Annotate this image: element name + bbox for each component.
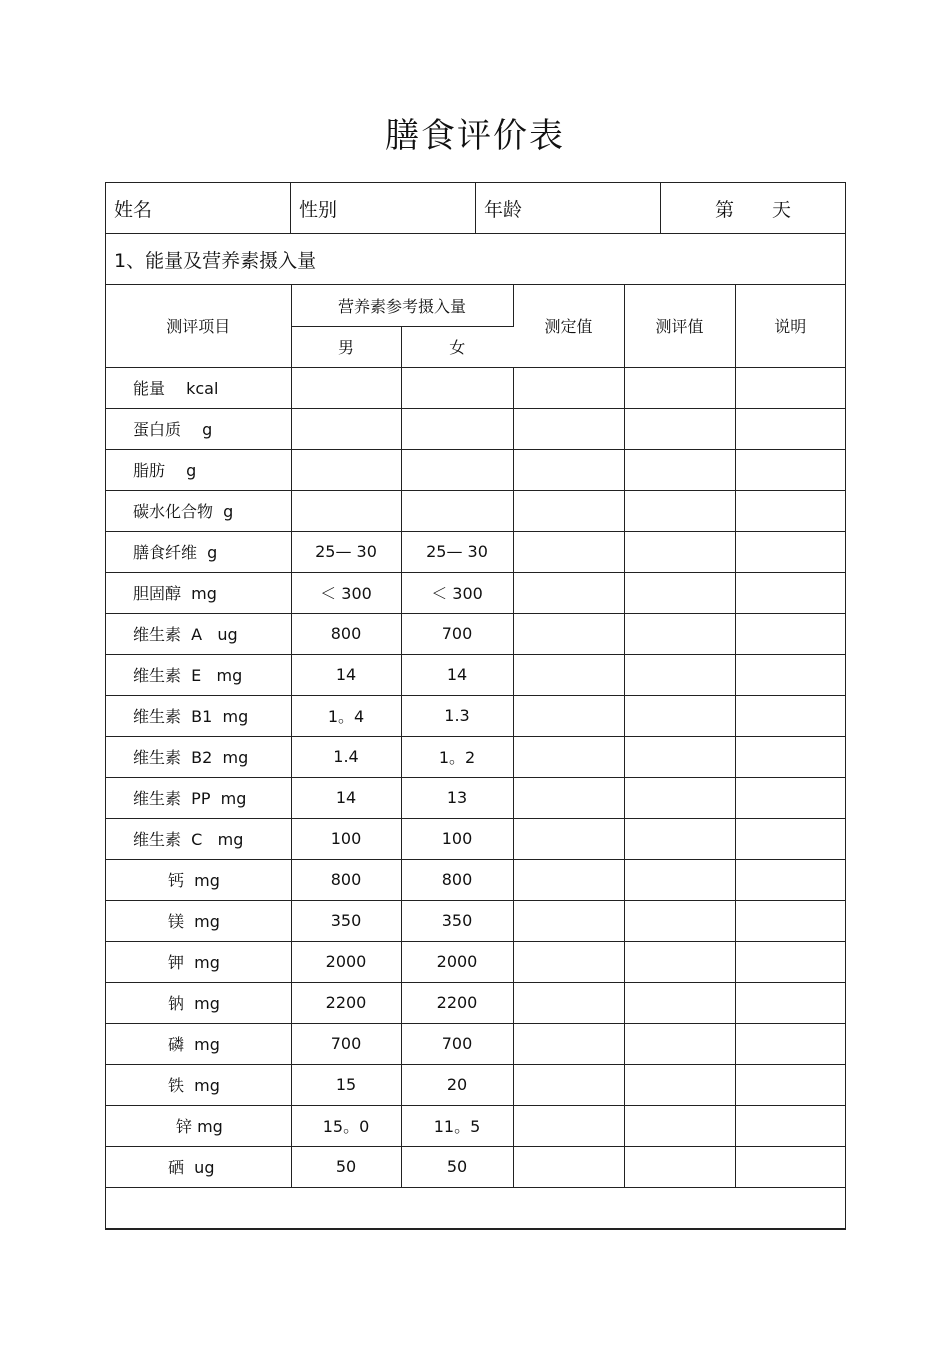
notes-cell[interactable] bbox=[735, 408, 845, 449]
female-value-cell: 50 bbox=[401, 1146, 513, 1187]
item-cell: 能量 kcal bbox=[106, 367, 291, 408]
male-value-cell: 700 bbox=[291, 1023, 401, 1064]
gender-field[interactable] bbox=[291, 183, 476, 233]
header-evaluation: 测评值 bbox=[624, 285, 735, 367]
table-row bbox=[106, 1146, 845, 1187]
table-row bbox=[106, 1023, 845, 1064]
item-cell: 脂肪 g bbox=[106, 449, 291, 490]
header-measured: 测定值 bbox=[513, 285, 624, 367]
male-value-cell: 14 bbox=[291, 654, 401, 695]
header-notes: 说明 bbox=[735, 285, 845, 367]
evaluation-value-cell[interactable] bbox=[624, 736, 735, 777]
table-row bbox=[106, 695, 845, 736]
measured-value-cell[interactable] bbox=[513, 818, 624, 859]
table-row bbox=[106, 1064, 845, 1105]
nutrient-table bbox=[106, 285, 845, 1229]
notes-cell[interactable] bbox=[735, 1105, 845, 1146]
male-value-cell bbox=[291, 490, 401, 531]
notes-cell[interactable] bbox=[735, 367, 845, 408]
female-value-cell: 350 bbox=[401, 900, 513, 941]
male-value-cell: 1.4 bbox=[291, 736, 401, 777]
item-cell: 蛋白质 g bbox=[106, 408, 291, 449]
table-row bbox=[106, 654, 845, 695]
measured-value-cell[interactable] bbox=[513, 490, 624, 531]
measured-value-cell[interactable] bbox=[513, 736, 624, 777]
header-female: 女 bbox=[401, 326, 513, 367]
notes-cell[interactable] bbox=[735, 736, 845, 777]
measured-value-cell[interactable] bbox=[513, 1146, 624, 1187]
table-row bbox=[106, 367, 845, 408]
table-row bbox=[106, 572, 845, 613]
evaluation-value-cell[interactable] bbox=[624, 490, 735, 531]
name-label: 姓名 bbox=[114, 198, 153, 221]
table-row bbox=[106, 408, 845, 449]
name-field[interactable] bbox=[106, 183, 291, 233]
age-label: 年龄 bbox=[484, 198, 523, 221]
male-value-cell: 350 bbox=[291, 900, 401, 941]
male-value-cell: 1。4 bbox=[291, 695, 401, 736]
section-title: 1、能量及营养素摄入量 bbox=[106, 234, 845, 285]
notes-cell[interactable] bbox=[735, 449, 845, 490]
item-cell: 胆固醇 mg bbox=[106, 572, 291, 613]
notes-cell[interactable] bbox=[735, 777, 845, 818]
evaluation-value-cell[interactable] bbox=[624, 367, 735, 408]
male-value-cell: 2200 bbox=[291, 982, 401, 1023]
female-value-cell: 20 bbox=[401, 1064, 513, 1105]
evaluation-value-cell[interactable] bbox=[624, 695, 735, 736]
male-value-cell: ＜ 300 bbox=[291, 572, 401, 613]
evaluation-value-cell[interactable] bbox=[624, 531, 735, 572]
female-value-cell: 2200 bbox=[401, 982, 513, 1023]
notes-cell[interactable] bbox=[735, 1023, 845, 1064]
table-row bbox=[106, 900, 845, 941]
table-row bbox=[106, 818, 845, 859]
female-value-cell: 1。2 bbox=[401, 736, 513, 777]
notes-cell[interactable] bbox=[735, 572, 845, 613]
item-cell: 锌 mg bbox=[106, 1105, 291, 1146]
evaluation-value-cell[interactable] bbox=[624, 449, 735, 490]
female-value-cell bbox=[401, 408, 513, 449]
evaluation-table bbox=[105, 182, 846, 1230]
table-row bbox=[106, 777, 845, 818]
notes-cell[interactable] bbox=[735, 1064, 845, 1105]
measured-value-cell[interactable] bbox=[513, 941, 624, 982]
female-value-cell: 700 bbox=[401, 1023, 513, 1064]
notes-cell[interactable] bbox=[735, 613, 845, 654]
item-cell: 维生素 B1 mg bbox=[106, 695, 291, 736]
measured-value-cell[interactable] bbox=[513, 572, 624, 613]
day-field[interactable] bbox=[661, 183, 845, 233]
evaluation-value-cell[interactable] bbox=[624, 408, 735, 449]
evaluation-value-cell[interactable] bbox=[624, 613, 735, 654]
item-cell: 维生素 B2 mg bbox=[106, 736, 291, 777]
male-value-cell: 800 bbox=[291, 613, 401, 654]
notes-cell[interactable] bbox=[735, 531, 845, 572]
female-value-cell: ＜ 300 bbox=[401, 572, 513, 613]
evaluation-value-cell[interactable] bbox=[624, 654, 735, 695]
evaluation-value-cell[interactable] bbox=[624, 572, 735, 613]
info-row bbox=[106, 183, 845, 234]
table-row bbox=[106, 1105, 845, 1146]
measured-value-cell[interactable] bbox=[513, 900, 624, 941]
item-cell: 磷 mg bbox=[106, 1023, 291, 1064]
measured-value-cell[interactable] bbox=[513, 859, 624, 900]
item-cell: 维生素 PP mg bbox=[106, 777, 291, 818]
evaluation-value-cell[interactable] bbox=[624, 1146, 735, 1187]
item-cell: 钙 mg bbox=[106, 859, 291, 900]
male-value-cell: 25— 30 bbox=[291, 531, 401, 572]
female-value-cell bbox=[401, 367, 513, 408]
female-value-cell: 1.3 bbox=[401, 695, 513, 736]
female-value-cell: 13 bbox=[401, 777, 513, 818]
day-label: 第 天 bbox=[714, 198, 791, 221]
table-row bbox=[106, 859, 845, 900]
header-reference: 营养素参考摄入量 bbox=[291, 285, 513, 326]
header-male: 男 bbox=[291, 326, 401, 367]
table-row bbox=[106, 982, 845, 1023]
measured-value-cell[interactable] bbox=[513, 613, 624, 654]
evaluation-value-cell[interactable] bbox=[624, 1064, 735, 1105]
item-cell: 膳食纤维 g bbox=[106, 531, 291, 572]
age-field[interactable] bbox=[476, 183, 661, 233]
item-cell: 维生素 E mg bbox=[106, 654, 291, 695]
item-cell: 钠 mg bbox=[106, 982, 291, 1023]
female-value-cell: 25— 30 bbox=[401, 531, 513, 572]
notes-cell[interactable] bbox=[735, 941, 845, 982]
evaluation-value-cell[interactable] bbox=[624, 1023, 735, 1064]
notes-cell[interactable] bbox=[735, 818, 845, 859]
table-row bbox=[106, 736, 845, 777]
female-value-cell: 11。5 bbox=[401, 1105, 513, 1146]
male-value-cell bbox=[291, 408, 401, 449]
measured-value-cell[interactable] bbox=[513, 1064, 624, 1105]
evaluation-value-cell[interactable] bbox=[624, 941, 735, 982]
evaluation-value-cell[interactable] bbox=[624, 859, 735, 900]
table-row bbox=[106, 531, 845, 572]
evaluation-value-cell[interactable] bbox=[624, 1105, 735, 1146]
measured-value-cell[interactable] bbox=[513, 1023, 624, 1064]
gender-label: 性别 bbox=[299, 198, 338, 221]
table-row bbox=[106, 449, 845, 490]
item-cell: 碳水化合物 g bbox=[106, 490, 291, 531]
male-value-cell: 800 bbox=[291, 859, 401, 900]
measured-value-cell[interactable] bbox=[513, 982, 624, 1023]
measured-value-cell[interactable] bbox=[513, 531, 624, 572]
female-value-cell bbox=[401, 490, 513, 531]
male-value-cell: 15。0 bbox=[291, 1105, 401, 1146]
male-value-cell bbox=[291, 367, 401, 408]
notes-cell[interactable] bbox=[735, 859, 845, 900]
notes-cell[interactable] bbox=[735, 490, 845, 531]
female-value-cell: 800 bbox=[401, 859, 513, 900]
measured-value-cell[interactable] bbox=[513, 777, 624, 818]
measured-value-cell[interactable] bbox=[513, 449, 624, 490]
female-value-cell: 100 bbox=[401, 818, 513, 859]
male-value-cell: 100 bbox=[291, 818, 401, 859]
male-value-cell: 14 bbox=[291, 777, 401, 818]
nutrient-rows bbox=[106, 367, 845, 1187]
item-cell: 维生素 A ug bbox=[106, 613, 291, 654]
female-value-cell bbox=[401, 449, 513, 490]
notes-cell[interactable] bbox=[735, 900, 845, 941]
notes-cell[interactable] bbox=[735, 982, 845, 1023]
male-value-cell: 50 bbox=[291, 1146, 401, 1187]
male-value-cell bbox=[291, 449, 401, 490]
notes-cell[interactable] bbox=[735, 695, 845, 736]
measured-value-cell[interactable] bbox=[513, 1105, 624, 1146]
header-item: 测评项目 bbox=[106, 285, 291, 367]
page-title: 膳食评价表 bbox=[385, 116, 565, 156]
male-value-cell: 15 bbox=[291, 1064, 401, 1105]
table-row bbox=[106, 490, 845, 531]
female-value-cell: 700 bbox=[401, 613, 513, 654]
item-cell: 镁 mg bbox=[106, 900, 291, 941]
item-cell: 维生素 C mg bbox=[106, 818, 291, 859]
measured-value-cell[interactable] bbox=[513, 408, 624, 449]
evaluation-value-cell[interactable] bbox=[624, 900, 735, 941]
blank-row[interactable] bbox=[106, 1187, 845, 1228]
measured-value-cell[interactable] bbox=[513, 654, 624, 695]
female-value-cell: 2000 bbox=[401, 941, 513, 982]
female-value-cell: 14 bbox=[401, 654, 513, 695]
male-value-cell: 2000 bbox=[291, 941, 401, 982]
measured-value-cell[interactable] bbox=[513, 367, 624, 408]
evaluation-value-cell[interactable] bbox=[624, 777, 735, 818]
evaluation-value-cell[interactable] bbox=[624, 982, 735, 1023]
item-cell: 硒 ug bbox=[106, 1146, 291, 1187]
table-row bbox=[106, 941, 845, 982]
table-row bbox=[106, 613, 845, 654]
notes-cell[interactable] bbox=[735, 654, 845, 695]
item-cell: 铁 mg bbox=[106, 1064, 291, 1105]
notes-cell[interactable] bbox=[735, 1146, 845, 1187]
evaluation-value-cell[interactable] bbox=[624, 818, 735, 859]
measured-value-cell[interactable] bbox=[513, 695, 624, 736]
item-cell: 钾 mg bbox=[106, 941, 291, 982]
